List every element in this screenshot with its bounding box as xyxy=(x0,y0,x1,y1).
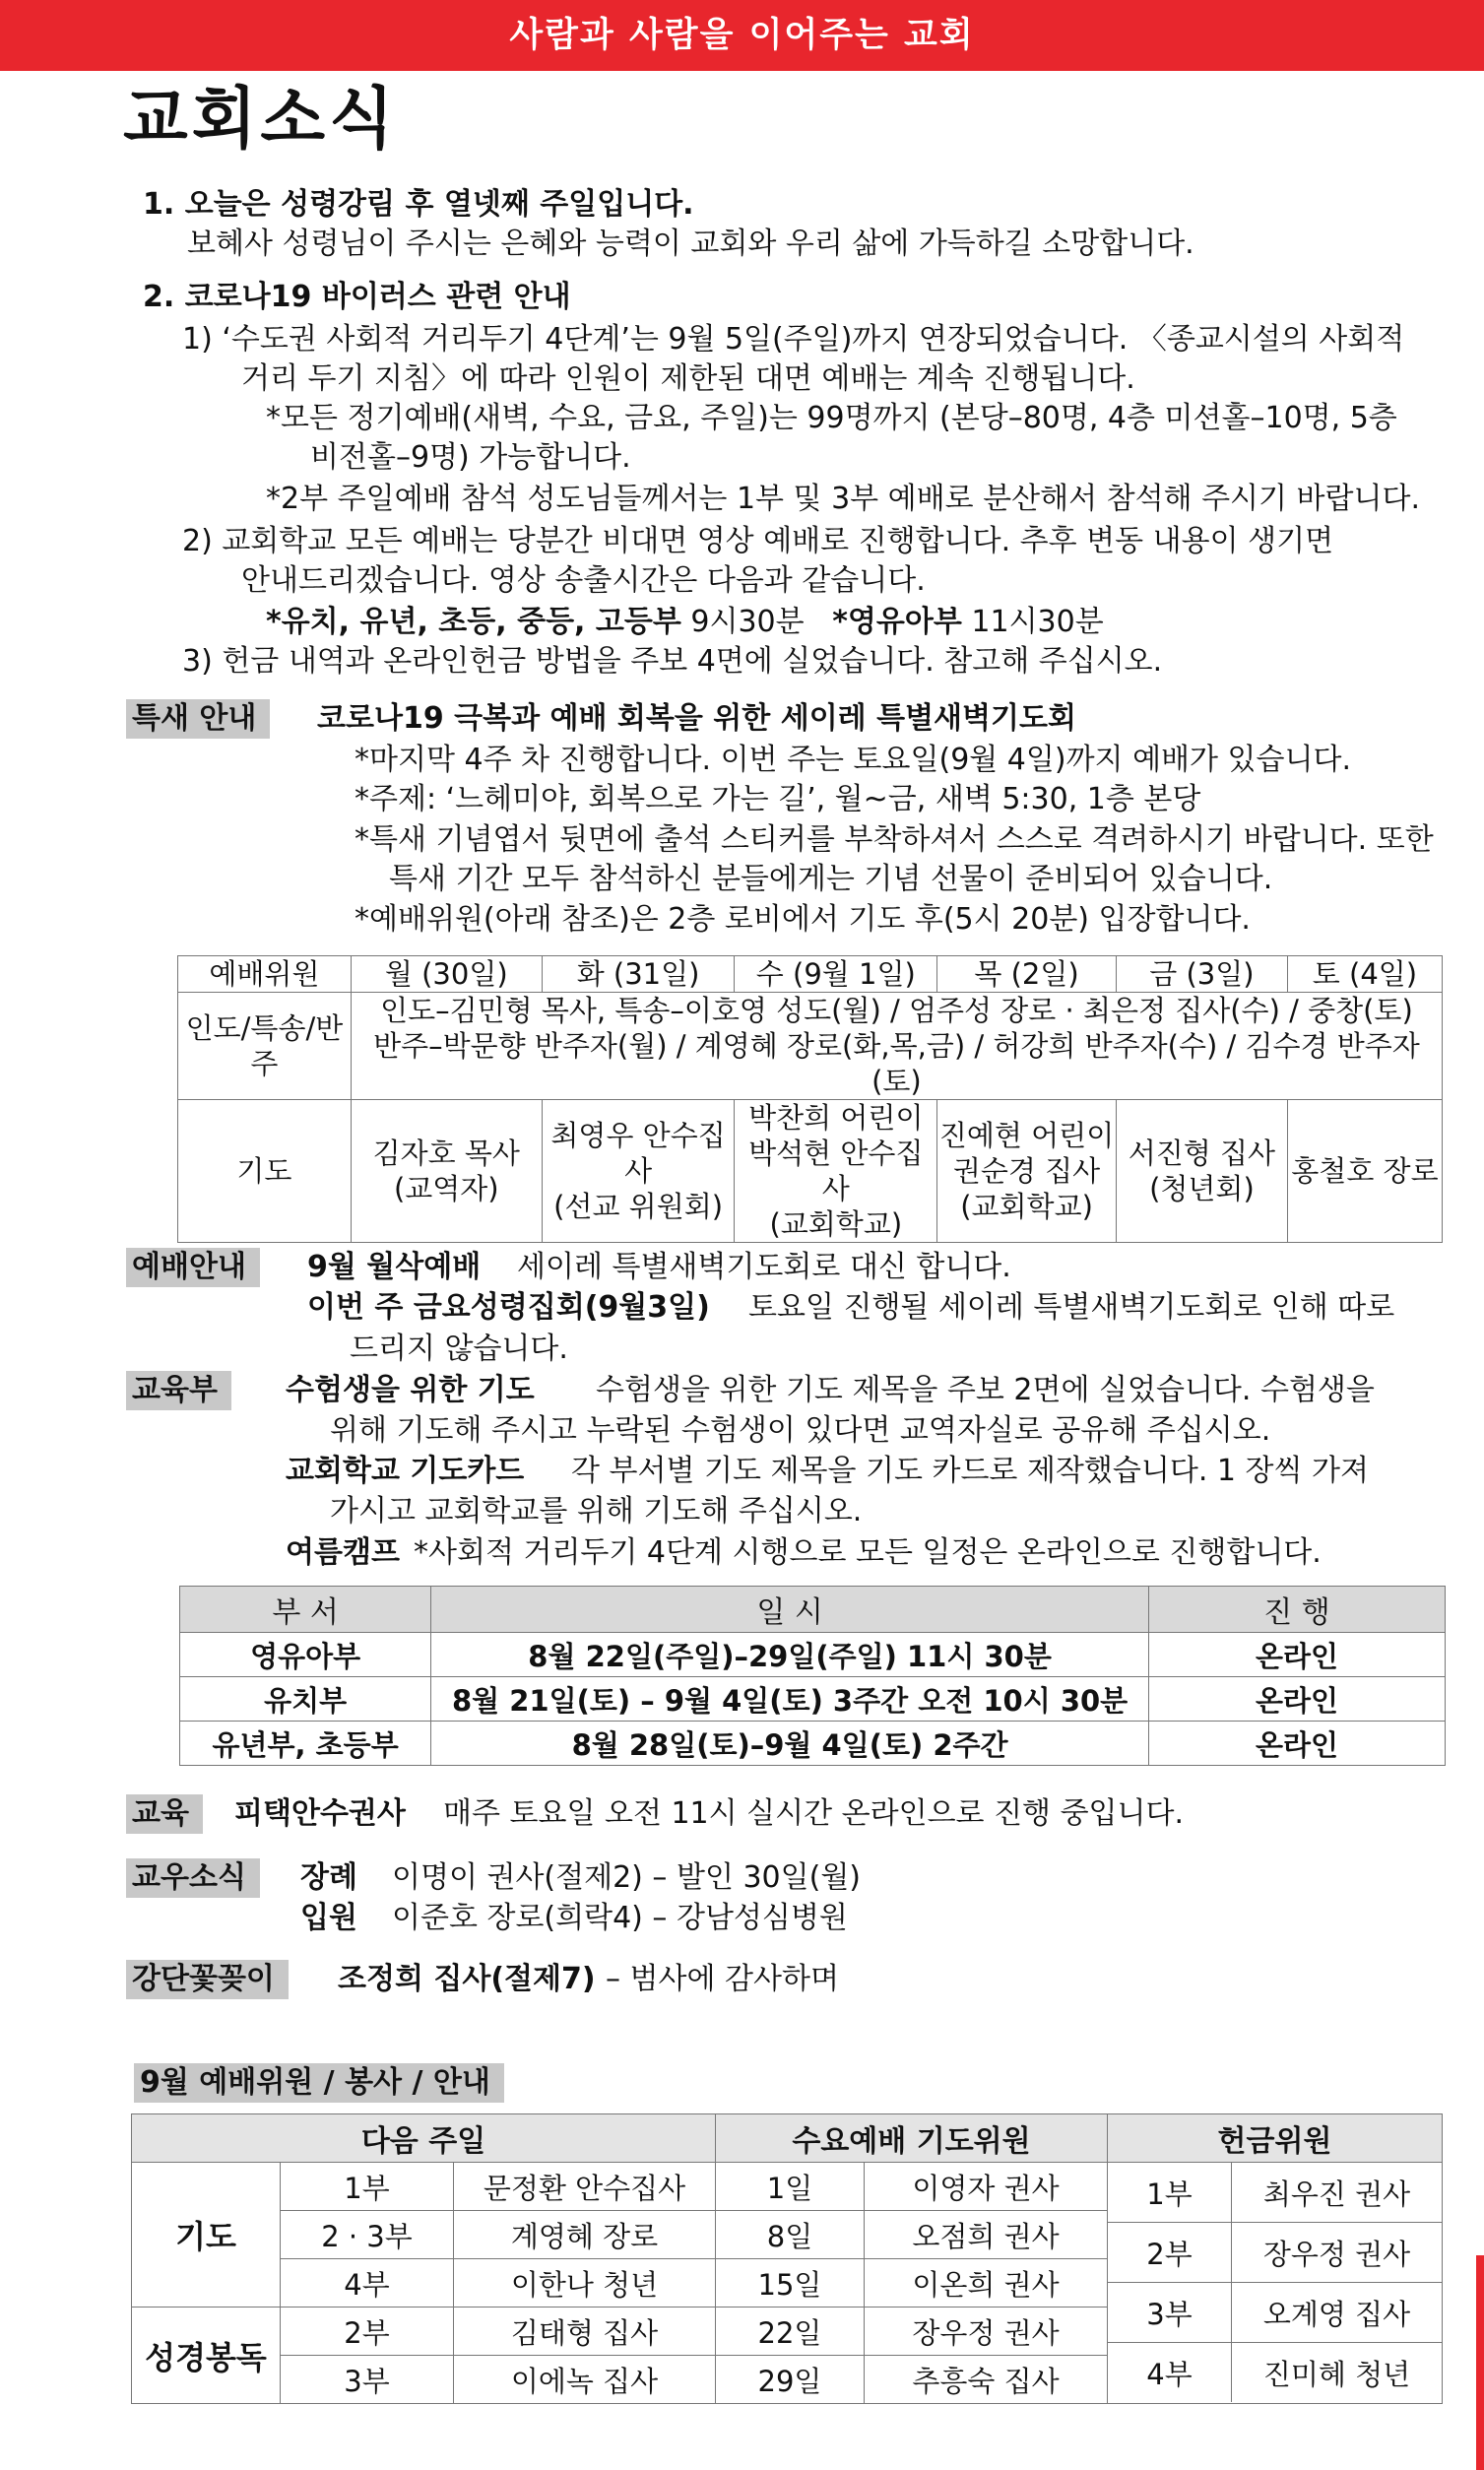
sept-service: 2부 xyxy=(281,2308,454,2356)
duty-prayer-tue xyxy=(542,1100,735,1243)
notice-2-heading: 2. 코로나19 바이러스 관련 안내 xyxy=(143,280,571,314)
table-row xyxy=(180,1722,1446,1766)
duty-name: 최영우 안수집사 xyxy=(550,1119,726,1188)
sept-date: 29일 xyxy=(716,2356,865,2404)
sept-date: 1일 xyxy=(716,2163,865,2211)
edu-heading-1: 수험생을 위한 기도 xyxy=(286,1373,535,1407)
edu-text: 수험생을 위한 기도 제목을 주보 2면에 실었습니다. 수험생을 xyxy=(596,1373,1375,1407)
sept-name: 오점희 권사 xyxy=(865,2211,1108,2259)
page-title: 교회소식 xyxy=(123,81,398,159)
duty-name: 권순경 집사 xyxy=(952,1154,1101,1188)
duty-prayer-wed xyxy=(735,1100,937,1243)
sept-prayer-label: 기도 xyxy=(132,2163,281,2308)
sept-service: 4부 xyxy=(281,2259,454,2308)
offering-name: 장우정 권사 xyxy=(1232,2223,1443,2283)
duty-header: 목 (2일) xyxy=(937,956,1117,993)
section-tag-worship: 예배안내 xyxy=(126,1248,260,1287)
worship-text: 드리지 않습니다. xyxy=(350,1332,568,1366)
notice-2-schedule xyxy=(266,603,1104,642)
camp-mode: 온라인 xyxy=(1148,1633,1445,1677)
notice-2-line: 1) ‘수도권 사회적 거리두기 4단계’는 9월 5일(주일)까지 연장되었습니다. 〈종교시설의 사회적 xyxy=(182,322,1405,357)
members-heading-2: 입원 xyxy=(300,1901,357,1935)
camp-dept: 유치부 xyxy=(180,1677,431,1722)
members-text: 이준호 장로(희락4) – 강남성심병원 xyxy=(392,1901,848,1935)
offering-service: 3부 xyxy=(1108,2283,1232,2343)
duty-group: (교회학교) xyxy=(960,1190,1093,1223)
duty-row-label: 기도 xyxy=(178,1100,352,1243)
edu2-text: 매주 토요일 오전 11시 실시간 온라인으로 진행 중입니다. xyxy=(443,1796,1185,1831)
camp-dept: 유년부, 초등부 xyxy=(180,1722,431,1766)
camp-dept: 영유아부 xyxy=(180,1633,431,1677)
duty-leaders-line: 인도–김민형 목사, 특송–이호영 성도(월) / 엄주성 장로 · 최은정 집사(수) / 중창(토) xyxy=(380,994,1413,1027)
duty-group: (선교 위원회) xyxy=(553,1190,724,1223)
notice-2-line: *2부 주일예배 참석 성도님들께서는 1부 및 3부 예배로 분산해서 참석해 주시기 바랍니다. xyxy=(266,482,1421,516)
duty-header: 금 (3일) xyxy=(1116,956,1287,993)
tuksae-heading: 코로나19 극복과 예배 회복을 위한 세이레 특별새벽기도회 xyxy=(317,701,1076,736)
schedule-time-a: 9시30분 xyxy=(690,605,805,639)
sept-name: 계영혜 장로 xyxy=(454,2211,716,2259)
tuksae-line: *주제: ‘느헤미야, 회복으로 가는 길’, 월~금, 새벽 5:30, 1층 본당 xyxy=(355,782,1201,816)
duty-group: (교역자) xyxy=(393,1172,499,1205)
camp-mode: 온라인 xyxy=(1148,1722,1445,1766)
edu-heading-3: 여름캠프 xyxy=(286,1535,400,1570)
edu2-heading: 피택안수권사 xyxy=(234,1796,406,1831)
offering-service: 1부 xyxy=(1108,2163,1232,2223)
edu-text: 가시고 교회학교를 위해 기도해 주십시오. xyxy=(330,1494,863,1528)
sept-name: 이에녹 집사 xyxy=(454,2356,716,2404)
duty-header: 수 (9월 1일) xyxy=(735,956,937,993)
duty-prayer-thu xyxy=(937,1100,1117,1243)
duty-table xyxy=(177,955,1443,1243)
offering-service: 4부 xyxy=(1108,2343,1232,2403)
edu-text: 위해 기도해 주시고 누락된 수험생이 있다면 교역자실로 공유해 주십시오. xyxy=(330,1413,1271,1448)
offering-name: 진미혜 청년 xyxy=(1232,2343,1443,2403)
notice-1-body: 보혜사 성령님이 주시는 은혜와 능력이 교회와 우리 삶에 가득하길 소망합니다. xyxy=(187,227,1194,261)
duty-name: 박찬희 어린이 xyxy=(748,1101,924,1135)
notice-2-line: *모든 정기예배(새벽, 수요, 금요, 주일)는 99명까지 (본당–80명, 4층 미션홀–10명, 5층 xyxy=(266,401,1397,435)
notice-2-line: 3) 헌금 내역과 온라인헌금 방법을 주보 4면에 실었습니다. 참고해 주십시오. xyxy=(182,644,1163,679)
worship-text: 토요일 진행될 세이레 특별새벽기도회로 인해 따로 xyxy=(748,1290,1395,1325)
sept-name: 문정환 안수집사 xyxy=(454,2163,716,2211)
section-tag-flowers: 강단꽃꽂이 xyxy=(126,1960,289,1999)
camp-date: 8월 22일(주일)–29일(주일) 11시 30분 xyxy=(431,1633,1149,1677)
notice-2-line: 비전홀–9명) 가능합니다. xyxy=(310,440,631,475)
schedule-time-b: 11시30분 xyxy=(971,605,1104,639)
edu-text: *사회적 거리두기 4단계 시행으로 모든 일정은 온라인으로 진행합니다. xyxy=(414,1535,1322,1570)
camp-header: 부 서 xyxy=(180,1587,431,1633)
duty-header: 예배위원 xyxy=(178,956,352,993)
tuksae-line: 특새 기간 모두 참석하신 분들에게는 기념 선물이 준비되어 있습니다. xyxy=(389,862,1273,896)
duty-name: 김자호 목사 xyxy=(372,1137,520,1170)
duty-group: (청년회) xyxy=(1149,1172,1255,1205)
sept-header-wednesday: 수요예배 기도위원 xyxy=(716,2114,1108,2163)
duty-group: (교회학교) xyxy=(769,1207,903,1241)
offering-service: 2부 xyxy=(1108,2223,1232,2283)
sept-date: 8일 xyxy=(716,2211,865,2259)
section-tag-edu2: 교육 xyxy=(126,1794,203,1834)
notice-1-heading: 1. 오늘은 성령강림 후 열넷째 주일입니다. xyxy=(143,187,694,222)
september-table xyxy=(131,2113,1443,2404)
section-tag-tuksae: 특새 안내 xyxy=(126,699,270,739)
notice-2-line: 안내드리겠습니다. 영상 송출시간은 다음과 같습니다. xyxy=(241,563,926,598)
sept-name: 이영자 권사 xyxy=(865,2163,1108,2211)
edu-text: 각 부서별 기도 제목을 기도 카드로 제작했습니다. 1 장씩 가져 xyxy=(571,1454,1369,1488)
sept-header-offering: 헌금위원 xyxy=(1108,2114,1443,2163)
sept-reading-label: 성경봉독 xyxy=(132,2308,281,2404)
camp-header: 진 행 xyxy=(1148,1587,1445,1633)
notice-2-line: 2) 교회학교 모든 예배는 당분간 비대면 영상 예배로 진행합니다. 추후 변동 내용이 생기면 xyxy=(182,524,1334,558)
duty-name: 진예현 어린이 xyxy=(938,1119,1115,1152)
camp-mode: 온라인 xyxy=(1148,1677,1445,1722)
sept-name: 이한나 청년 xyxy=(454,2259,716,2308)
page-edge-marker xyxy=(1476,2255,1484,2470)
header-banner: 사람과 사람을 이어주는 교회 xyxy=(0,0,1484,71)
camp-table xyxy=(179,1586,1446,1766)
flowers-text: – 범사에 감사하며 xyxy=(606,1962,839,1996)
camp-date: 8월 28일(토)–9월 4일(토) 2주간 xyxy=(431,1722,1149,1766)
sept-name: 이온희 권사 xyxy=(865,2259,1108,2308)
duty-header: 토 (4일) xyxy=(1287,956,1442,993)
sept-service: 3부 xyxy=(281,2356,454,2404)
duty-prayer-mon xyxy=(351,1100,542,1243)
duty-name: 박석현 안수집사 xyxy=(748,1137,924,1205)
camp-header: 일 시 xyxy=(431,1587,1149,1633)
tuksae-line: *예배위원(아래 참조)은 2층 로비에서 기도 후(5시 20분) 입장합니다. xyxy=(355,902,1251,937)
sept-name: 추흥숙 집사 xyxy=(865,2356,1108,2404)
offering-name: 오계영 집사 xyxy=(1232,2283,1443,2343)
sept-header-next-sunday: 다음 주일 xyxy=(132,2114,716,2163)
sept-service: 2 · 3부 xyxy=(281,2211,454,2259)
duty-leaders-cell xyxy=(351,993,1442,1100)
duty-prayer-fri xyxy=(1116,1100,1287,1243)
offering-name: 최우진 권사 xyxy=(1232,2163,1443,2223)
table-row xyxy=(180,1677,1446,1722)
flowers-heading: 조정희 집사(절제7) xyxy=(338,1962,596,1996)
tuksae-line: *마지막 4주 차 진행합니다. 이번 주는 토요일(9월 4일)까지 예배가 있습니다. xyxy=(355,743,1352,777)
schedule-group-a: *유치, 유년, 초등, 중등, 고등부 xyxy=(266,605,681,639)
offering-table xyxy=(1108,2163,1442,2402)
duty-row-label: 인도/특송/반주 xyxy=(178,993,352,1100)
schedule-group-b: *영유아부 xyxy=(832,605,962,639)
duty-header: 화 (31일) xyxy=(542,956,735,993)
table-row xyxy=(180,1633,1446,1677)
worship-heading-2: 이번 주 금요성령집회(9월3일) xyxy=(307,1290,710,1325)
section-tag-education: 교육부 xyxy=(126,1371,231,1410)
notice-2-line: 거리 두기 지침〉에 따라 인원이 제한된 대면 예배는 계속 진행됩니다. xyxy=(241,361,1135,396)
sept-name: 장우정 권사 xyxy=(865,2308,1108,2356)
duty-name: 서진형 집사 xyxy=(1128,1137,1276,1170)
sept-date: 15일 xyxy=(716,2259,865,2308)
worship-heading-1: 9월 월삭예배 xyxy=(307,1250,482,1284)
worship-text: 세이레 특별새벽기도회로 대신 합니다. xyxy=(517,1250,1011,1284)
edu-heading-2: 교회학교 기도카드 xyxy=(286,1454,525,1488)
section-tag-members: 교우소식 xyxy=(126,1858,260,1898)
sept-date: 22일 xyxy=(716,2308,865,2356)
sept-name: 김태형 집사 xyxy=(454,2308,716,2356)
camp-date: 8월 21일(토) – 9월 4일(토) 3주간 오전 10시 30분 xyxy=(431,1677,1149,1722)
sept-service: 1부 xyxy=(281,2163,454,2211)
members-heading-1: 장례 xyxy=(300,1860,357,1895)
tuksae-line: *특새 기념엽서 뒷면에 출석 스티커를 부착하셔서 스스로 격려하시기 바랍니다. 또한 xyxy=(355,822,1434,857)
duty-leaders-line: 반주–박문향 반주자(월) / 계영혜 장로(화,목,금) / 허강희 반주자(수) / 김수경 반주자(토) xyxy=(373,1029,1420,1098)
members-text: 이명이 권사(절제2) – 발인 30일(월) xyxy=(392,1860,862,1895)
section-tag-september: 9월 예배위원 / 봉사 / 안내 xyxy=(134,2063,504,2103)
table-row xyxy=(132,2163,1443,2211)
duty-header: 월 (30일) xyxy=(351,956,542,993)
sept-offering-cell xyxy=(1108,2163,1443,2404)
duty-prayer-sat: 홍철호 장로 xyxy=(1287,1100,1442,1243)
